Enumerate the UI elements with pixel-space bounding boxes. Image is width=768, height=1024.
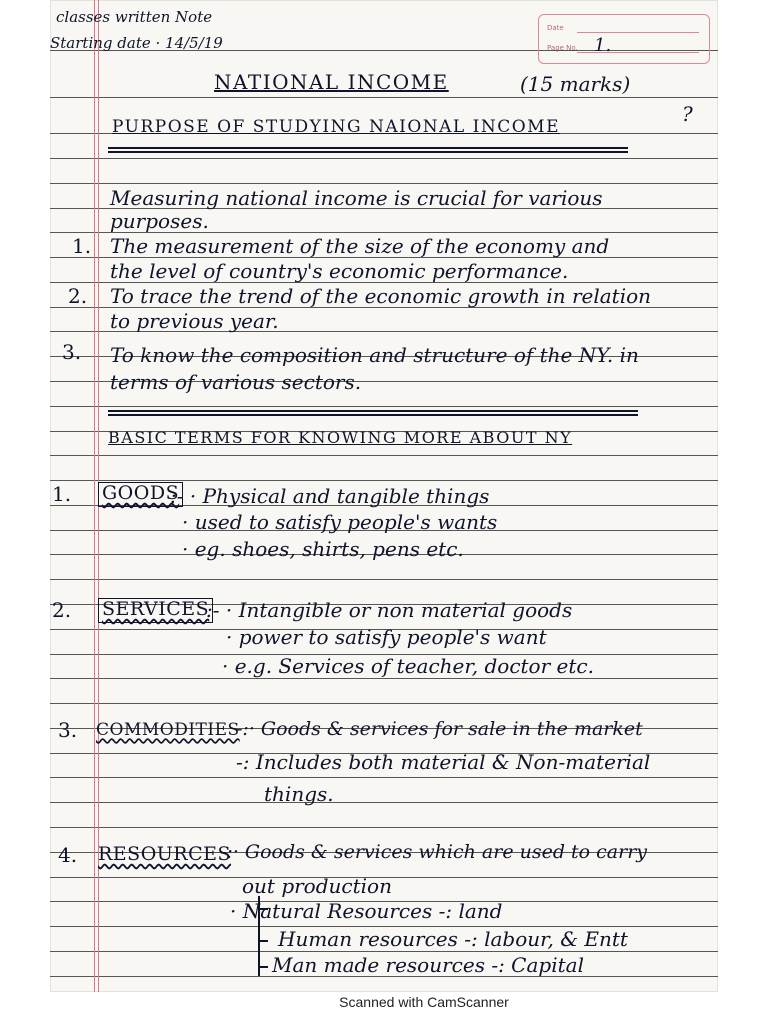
- date-label: Date: [547, 24, 564, 32]
- term-number: 1.: [52, 482, 72, 506]
- marks-note: (15 marks): [520, 72, 631, 96]
- section-heading-basic-terms: BASIC TERMS FOR KNOWING MORE ABOUT NY: [108, 428, 573, 447]
- page-title: NATIONAL INCOME: [214, 70, 449, 94]
- term-definition: · used to satisfy people's wants: [182, 510, 498, 534]
- point-number: 3.: [62, 340, 82, 364]
- term-definition: -:· Goods & services which are used to carry: [220, 841, 648, 863]
- notebook-page: [50, 0, 718, 992]
- bracket-mark: [258, 896, 268, 976]
- term-services: SERVICES: [98, 598, 213, 623]
- resource-type: Human resources -: labour, & Entt: [278, 927, 628, 951]
- section-heading-purpose: PURPOSE OF STUDYING NAIONAL INCOME: [112, 117, 560, 137]
- term-commodities: COMMODITIES: [96, 720, 240, 740]
- scanner-watermark: Scanned with CamScanner: [339, 994, 509, 1010]
- resource-type: · Natural Resources -: land: [230, 899, 503, 923]
- point-text: To know the composition and structure of the NY. in: [110, 343, 639, 367]
- resource-type: Man made resources -: Capital: [272, 953, 584, 977]
- term-definition: out production: [242, 874, 392, 898]
- term-definition: -: Includes both material & Non-material: [236, 750, 651, 774]
- point-text: To trace the trend of the economic growth in relation: [110, 284, 652, 308]
- point-text: The measurement of the size of the economy and: [110, 234, 610, 258]
- term-number: 3.: [58, 718, 78, 742]
- point-number: 2.: [68, 284, 88, 308]
- term-definition: :- · Physical and tangible things: [170, 484, 490, 508]
- page-no-label: Page No.: [547, 44, 578, 52]
- term-definition: things.: [264, 782, 334, 806]
- header-note: classes written Note: [56, 8, 213, 26]
- term-definition: -:· Goods & services for sale in the market: [236, 718, 643, 740]
- term-definition: · eg. shoes, shirts, pens etc.: [182, 537, 464, 561]
- term-goods: GOODS: [98, 482, 183, 507]
- point-number: 1.: [72, 234, 92, 258]
- term-definition: · e.g. Services of teacher, doctor etc.: [222, 654, 594, 678]
- intro-text: Measuring national income is crucial for various: [110, 186, 603, 210]
- term-number: 4.: [58, 843, 78, 867]
- page-stamp: [538, 14, 710, 64]
- term-definition: :- · Intangible or non material goods: [206, 598, 573, 622]
- page-number: 1.: [594, 35, 612, 56]
- starting-date: Starting date · 14/5/19: [50, 34, 223, 52]
- point-text: the level of country's economic performance.: [110, 259, 569, 283]
- margin-line: [94, 0, 95, 992]
- point-text: terms of various sectors.: [110, 370, 362, 394]
- question-mark: ?: [682, 102, 693, 126]
- term-definition: · power to satisfy people's want: [226, 625, 547, 649]
- term-number: 2.: [52, 598, 72, 622]
- term-resources: RESOURCES: [98, 843, 232, 865]
- point-text: to previous year.: [110, 309, 279, 333]
- intro-text: purposes.: [110, 209, 209, 233]
